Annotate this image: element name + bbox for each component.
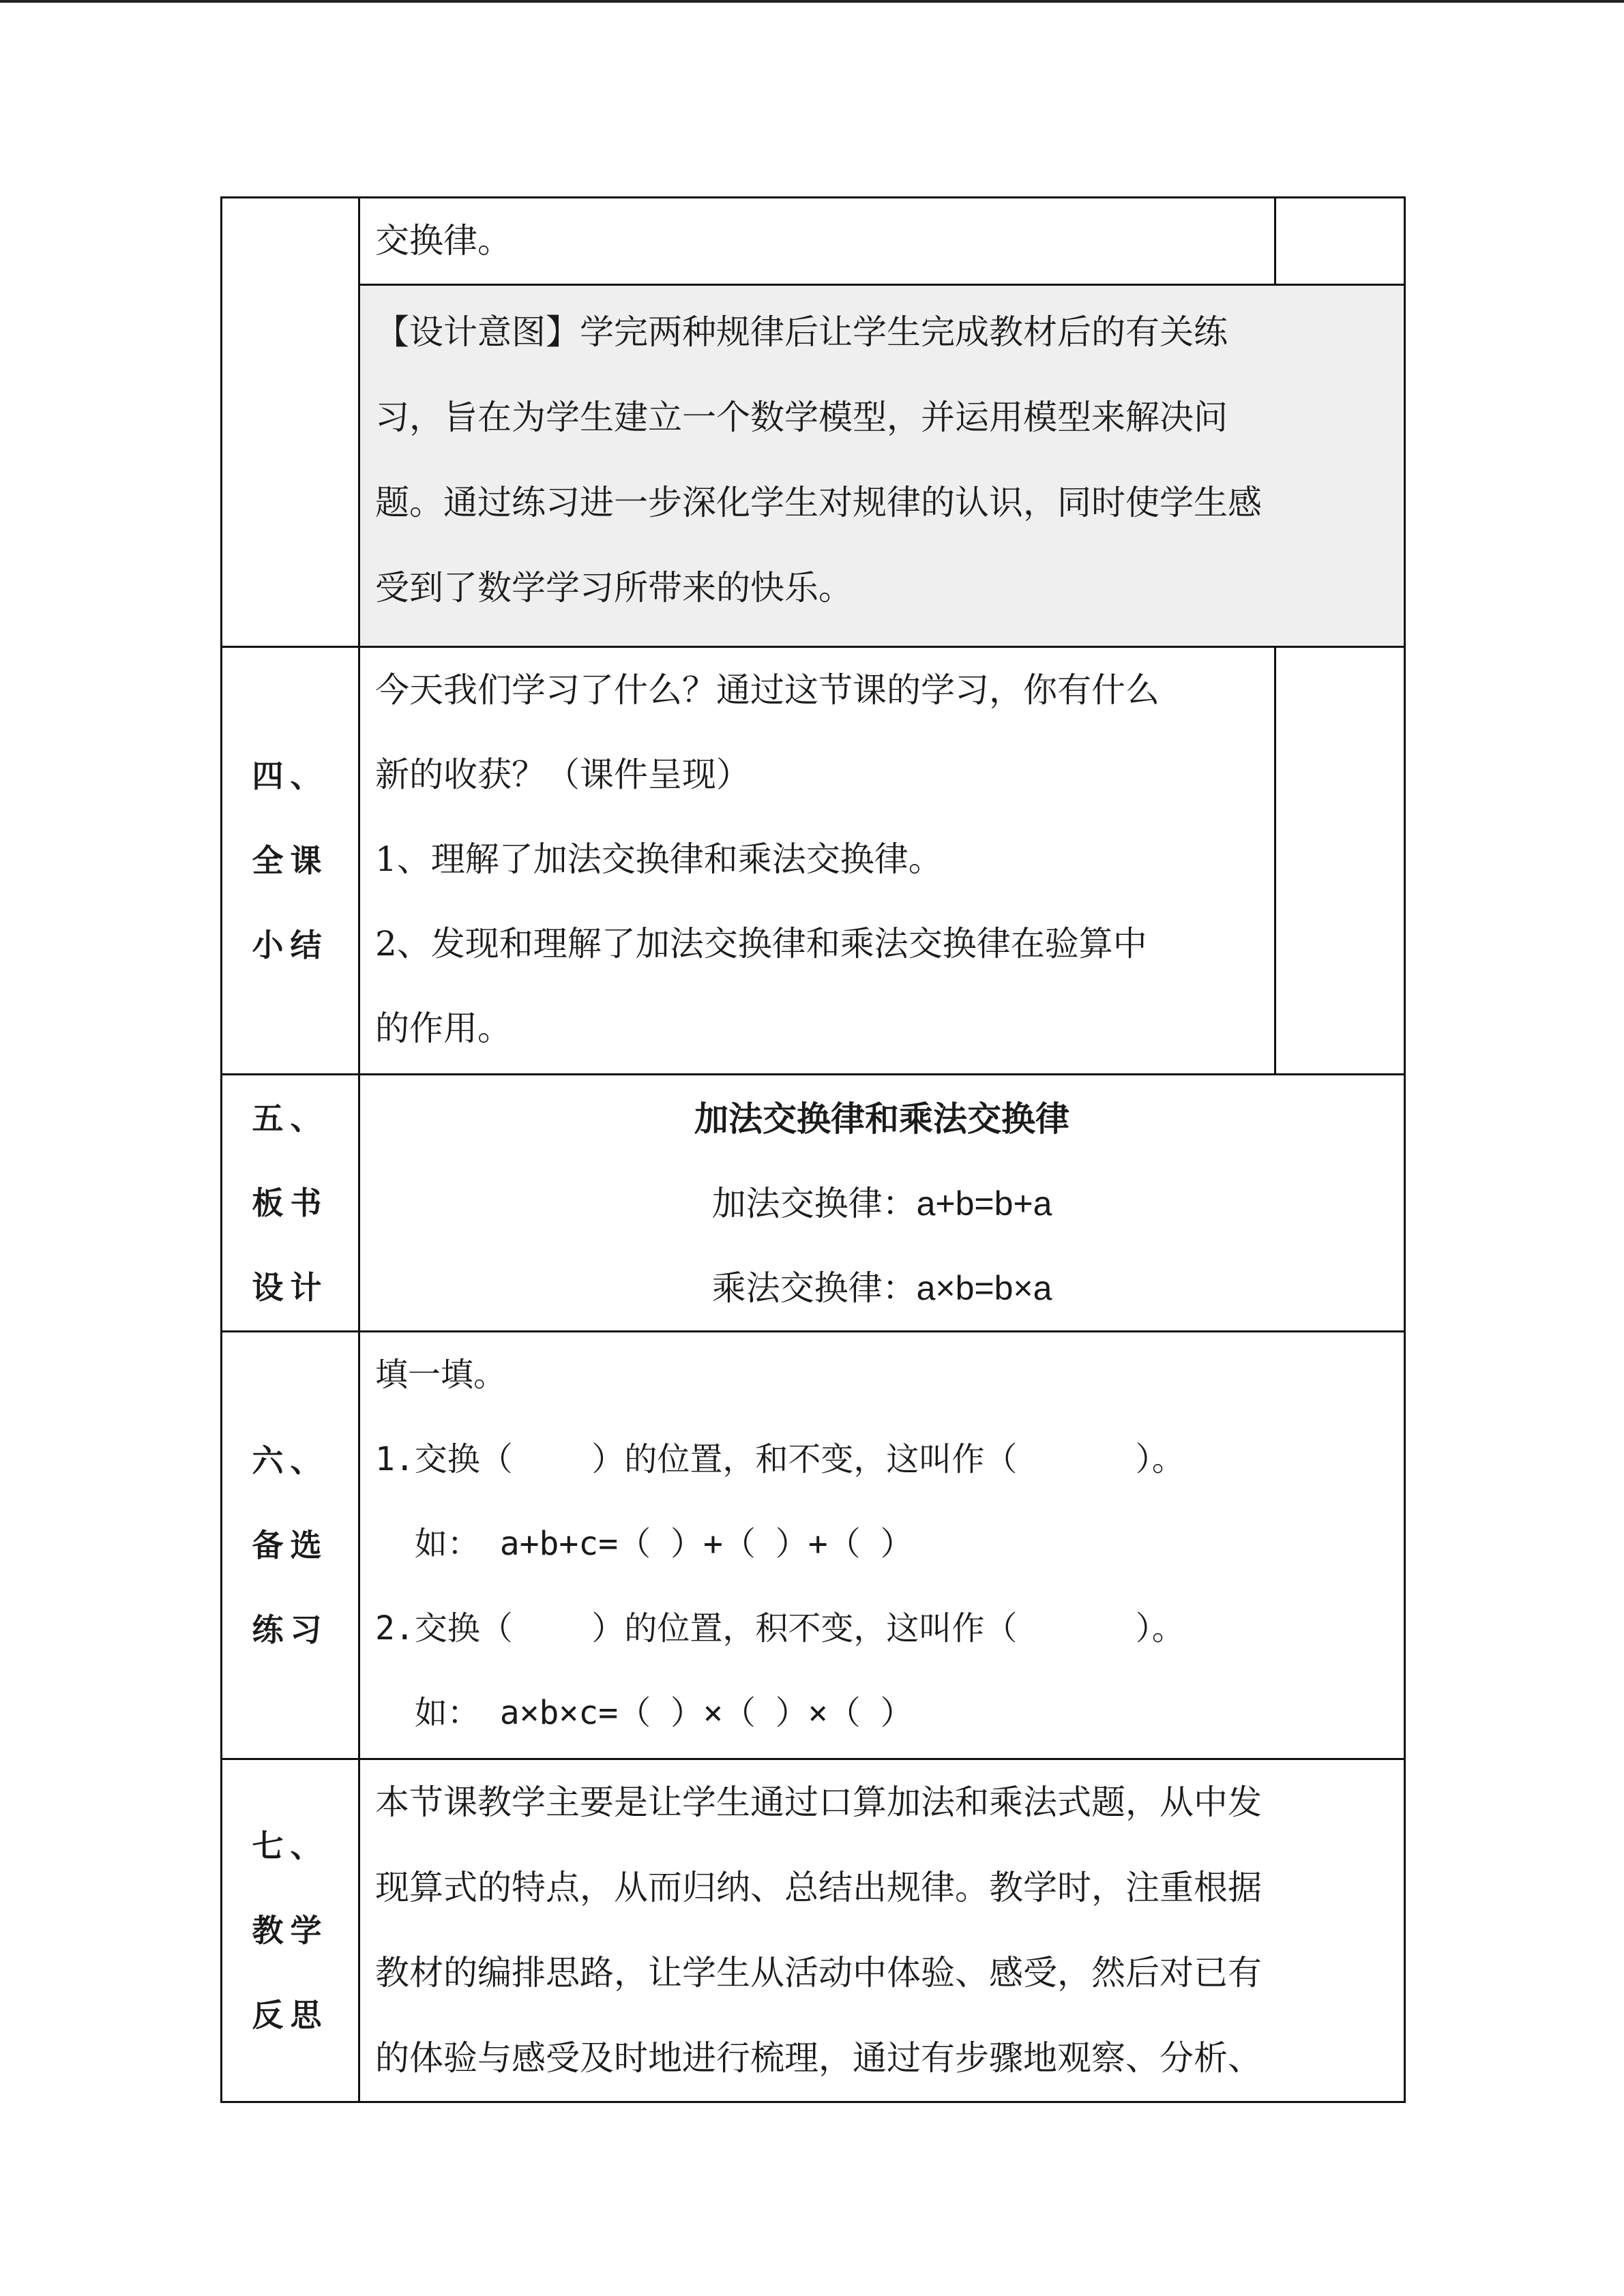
design-intent-cell xyxy=(359,285,1405,647)
summary-line: 今天我们学习了什么？通过这节课的学习，你有什么 xyxy=(375,670,1160,710)
board-design xyxy=(360,1075,1404,1330)
design-intent-row xyxy=(222,285,1405,647)
summary-label-word1: 全课 xyxy=(252,842,329,879)
board-design-row xyxy=(222,1075,1405,1332)
design-intent-line: 题。通过练习进一步深化学生对规律的认识，同时使学生感 xyxy=(375,483,1262,522)
exercise-text xyxy=(360,1332,1404,1755)
reflection-label-cell xyxy=(222,1759,359,2102)
board-label-number: 五、 xyxy=(252,1100,329,1137)
reflection-label-word1: 教学 xyxy=(252,1912,329,1949)
summary-line: 新的收获？（课件呈现） xyxy=(375,755,750,794)
page-top-border xyxy=(0,0,1624,3)
continuation-side-cell xyxy=(1275,198,1405,285)
reflection-line: 本节课教学主要是让学生通过口算加法和乘法式题，从中发 xyxy=(375,1783,1262,1822)
board-label-cell xyxy=(222,1075,359,1332)
design-intent-text xyxy=(360,286,1404,631)
board-content-cell xyxy=(359,1075,1405,1332)
design-intent-line: 习，旨在为学生建立一个数学模型，并运用模型来解决问 xyxy=(375,398,1228,437)
summary-side-cell xyxy=(1275,647,1405,1075)
exercise-label-cell xyxy=(222,1332,359,1759)
reflection-line: 教材的编排思路，让学生从活动中体验、感受，然后对已有 xyxy=(375,1953,1262,1993)
exercise-question-1: 1.交换（ ）的位置，和不变，这叫作（ ）。 xyxy=(375,1440,1185,1478)
continuation-text: 交换律。 xyxy=(375,221,512,260)
summary-row xyxy=(222,647,1405,1075)
exercise-example-1: 如： a+b+c=（ ）+（ ）+（ ） xyxy=(375,1525,913,1563)
reflection-label-number: 七、 xyxy=(252,1828,329,1864)
summary-text xyxy=(360,648,1274,1071)
summary-line: 1、理解了加法交换律和乘法交换律。 xyxy=(375,839,943,879)
exercise-question-2: 2.交换（ ）的位置，积不变，这叫作（ ）。 xyxy=(375,1609,1185,1648)
exercise-label-word1: 备选 xyxy=(252,1527,329,1564)
design-intent-line: 【设计意图】学完两种规律后让学生完成教材后的有关练 xyxy=(375,312,1228,352)
exercise-label-number: 六、 xyxy=(252,1442,329,1479)
continuation-label-cell xyxy=(222,198,359,647)
board-label-word2: 设计 xyxy=(252,1269,329,1306)
summary-content-cell xyxy=(359,647,1275,1075)
board-formula-addition: 加法交换律：a+b=b+a xyxy=(711,1184,1052,1223)
exercise-example-2: 如： a×b×c=（ ）×（ ）×（ ） xyxy=(375,1694,913,1732)
board-label-word1: 板书 xyxy=(252,1184,329,1221)
summary-label-cell xyxy=(222,647,359,1075)
board-title: 加法交换律和乘法交换律 xyxy=(694,1100,1069,1138)
reflection-line: 的体验与感受及时地进行梳理，通过有步骤地观察、分析、 xyxy=(375,2038,1262,2078)
reflection-text xyxy=(360,1760,1404,2101)
design-intent-line: 受到了数学学习所带来的快乐。 xyxy=(375,568,853,608)
reflection-label-word2: 反思 xyxy=(252,1997,329,2033)
summary-line: 2、发现和理解了加法交换律和乘法交换律在验算中 xyxy=(375,924,1147,964)
reflection-line: 现算式的特点，从而归纳、总结出规律。教学时，注重根据 xyxy=(375,1868,1262,1907)
continuation-row xyxy=(222,198,1405,285)
exercise-label-word2: 练习 xyxy=(252,1611,329,1648)
exercise-heading: 填一填。 xyxy=(375,1356,507,1394)
summary-label-word2: 小结 xyxy=(252,927,329,964)
exercise-row xyxy=(222,1332,1405,1759)
board-formula-multiplication: 乘法交换律：a×b=b×a xyxy=(711,1269,1052,1307)
lesson-plan-table xyxy=(220,196,1406,2103)
summary-label-number: 四、 xyxy=(252,758,329,794)
continuation-content-cell xyxy=(359,198,1275,285)
reflection-row xyxy=(222,1759,1405,2102)
reflection-content-cell xyxy=(359,1759,1405,2102)
exercise-content-cell xyxy=(359,1332,1405,1759)
summary-line: 的作用。 xyxy=(375,1009,512,1048)
